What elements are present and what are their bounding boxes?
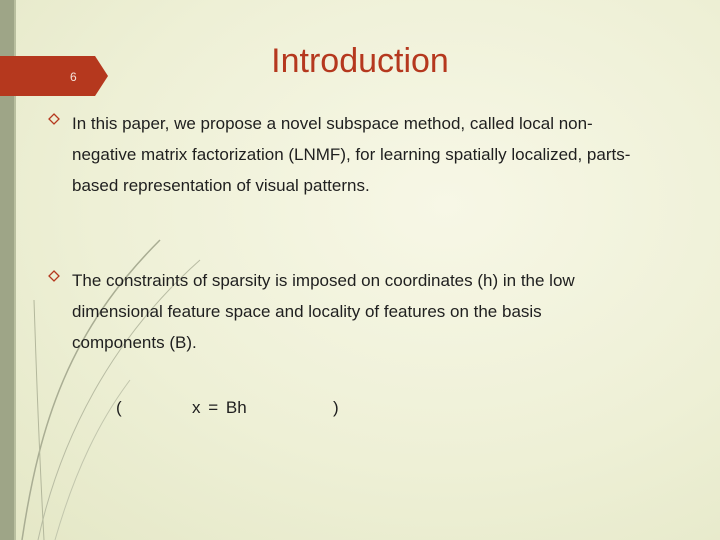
slide-number: 6 [70,70,77,84]
bullet-text: In this paper, we propose a novel subspace method, called local non-negative matrix factorization (LNMF), for learning spatially localized, parts-based representation of visual patterns. [72,114,631,195]
slide-title: Introduction [271,42,449,80]
bullet-item [48,108,668,201]
diamond-outline-icon [48,113,60,125]
slide-number-tab [0,56,108,96]
diamond-outline-icon [48,270,60,282]
equation-expression: x = Bh [192,398,247,417]
bullet-text: The constraints of sparsity is imposed on coordinates (h) in the low dimensional feature space and locality of features on the basis components (B). [72,271,575,352]
equation-open-paren: ( [116,398,122,417]
bullet-item [48,265,668,358]
equation-close-paren: ) [333,398,339,417]
